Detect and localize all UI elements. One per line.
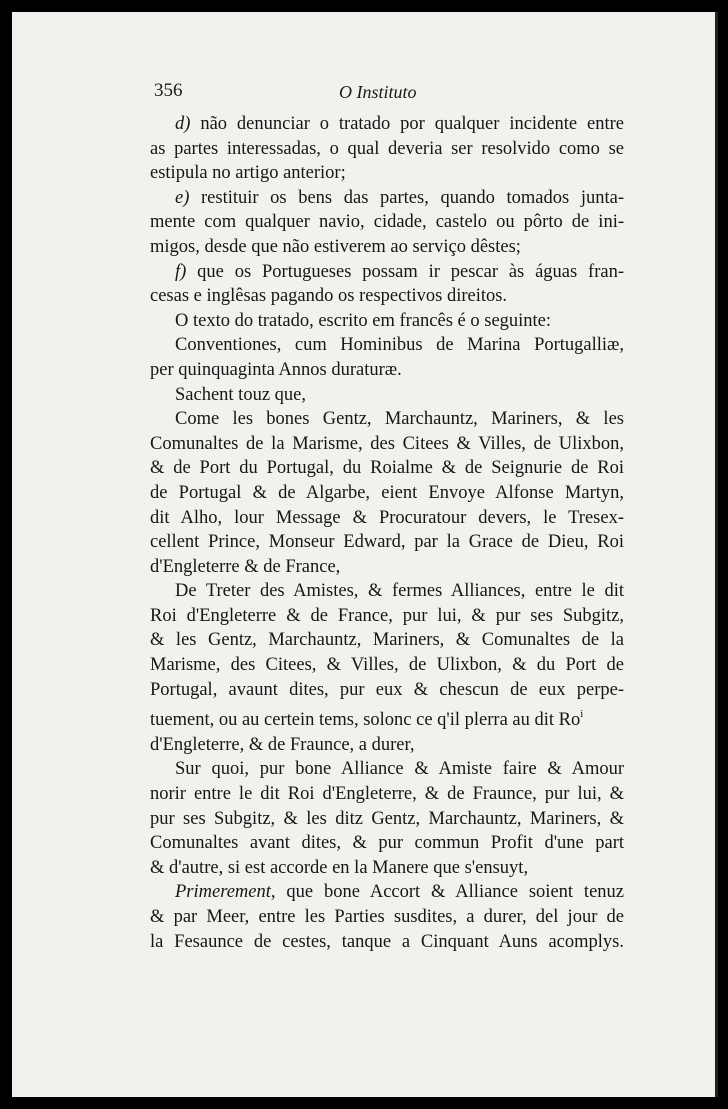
text-line: Primerement, que bone Accort & Alliance soient tenuz	[175, 882, 624, 903]
text-line: per quinquaginta Annos duraturæ.	[150, 359, 402, 380]
text-line: de Portugal & de Algarbe, eient Envoye Alfonse Martyn,	[150, 482, 624, 503]
text-line: Comunaltes de la Marisme, des Citees & Villes, de Ulixbon,	[150, 433, 624, 454]
text-line: Portugal, avaunt dites, pur eux & chescun de eux perpe-	[150, 679, 624, 700]
text-line: & d'autre, si est accorde en la Manere que s'ensuyt,	[150, 857, 529, 878]
text-line: & de Port du Portugal, du Roialme & de Seignurie de Roi	[150, 458, 624, 479]
body-text	[150, 112, 624, 954]
text-line: norir entre le dit Roi d'Engleterre, & de Fraunce, pur lui, &	[150, 784, 624, 805]
text-line: e) restituir os bens das partes, quando tomados junta-	[175, 187, 624, 208]
text-line: d) não denunciar o tratado por qualquer incidente entre	[175, 114, 624, 134]
text-line: & les Gentz, Marchauntz, Mariners, & Comunaltes de la	[150, 630, 624, 651]
text-line: Roi d'Engleterre & de France, pur lui, & pur ses Subgitz,	[150, 605, 624, 626]
text-line: as partes interessadas, o qual deveria ser resolvido como se	[150, 138, 624, 159]
text-line: mente com qualquer navio, cidade, castelo ou pôrto de ini-	[150, 212, 624, 233]
text-line: d'Engleterre & de France,	[150, 556, 341, 577]
text-line: estipula no artigo anterior;	[150, 163, 346, 184]
text-line: Sur quoi, pur bone Alliance & Amiste faire & Amour	[175, 759, 624, 780]
text-line: cellent Prince, Monseur Edward, par la Grace de Dieu, Roi	[150, 532, 624, 553]
text-line: f) que os Portugueses possam ir pescar às águas fran-	[175, 261, 624, 282]
running-title: O Instituto	[339, 82, 417, 102]
text-line: dit Alho, lour Message & Procuratour devers, le Tresex-	[150, 507, 624, 528]
text-line: Come les bones Gentz, Marchauntz, Mariners, & les	[175, 409, 624, 430]
text-line: De Treter des Amistes, & fermes Alliances, entre le dit	[175, 581, 624, 602]
text-line: Marisme, des Citees, & Villes, de Ulixbon, & du Port de	[150, 655, 624, 676]
text-line: O texto do tratado, escrito em francês é o seguinte:	[175, 310, 552, 331]
page-number: 356	[154, 80, 183, 101]
text-line: Comunaltes avant dites, & pur commun Profit d'une part	[150, 833, 624, 854]
text-line: & par Meer, entre les Parties susdites, a durer, del jour de	[150, 907, 624, 927]
text-line: Conventiones, cum Hominibus de Marina Portugalliæ,	[175, 335, 624, 356]
text-line: tuement, ou au certein tems, solonc ce q'il plerra au dit Ro$^i$	[150, 708, 584, 731]
text-line: Sachent touz que,	[175, 384, 306, 405]
text-line: pur ses Subgitz, & les ditz Gentz, Marchauntz, Mariners, &	[150, 808, 624, 829]
page-header	[154, 80, 634, 110]
text-line: migos, desde que não estiverem ao serviço dêstes;	[150, 236, 521, 257]
text-line: d'Engleterre, & de Fraunce, a durer,	[150, 734, 415, 755]
text-line: la Fesaunce de cestes, tanque a Cinquant Auns acomplys.	[150, 931, 624, 952]
text-line: cesas e inglêsas pagando os respectivos direitos.	[150, 286, 508, 307]
